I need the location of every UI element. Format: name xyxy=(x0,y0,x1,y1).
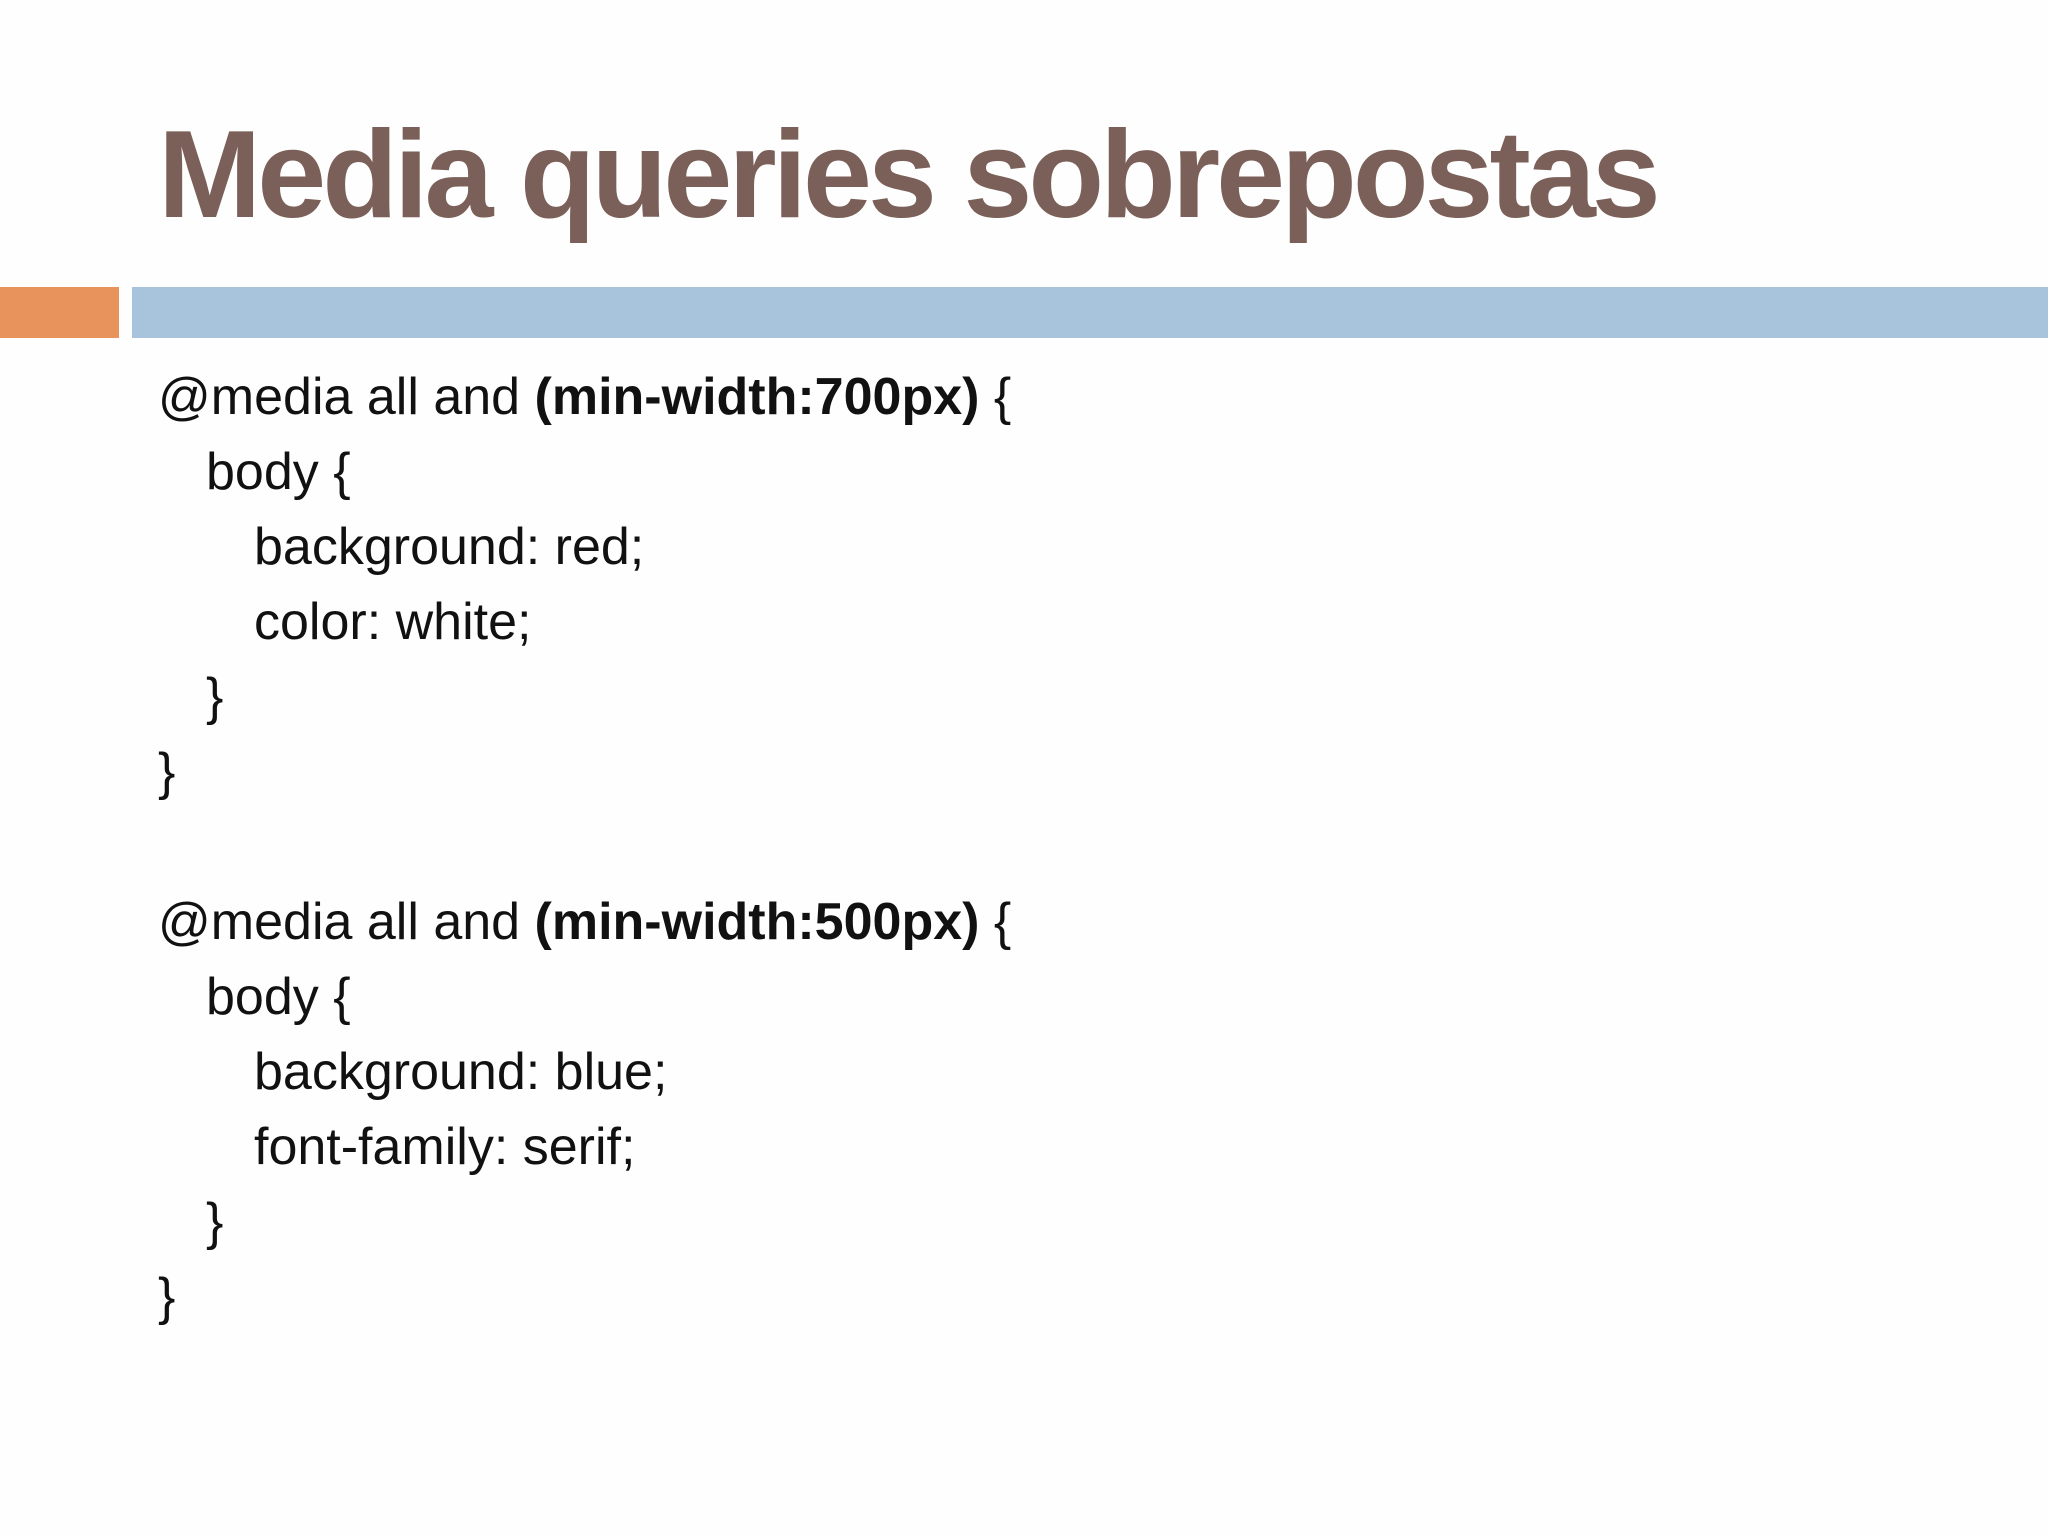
code-listing xyxy=(158,360,1858,1335)
declaration-line: background: red; xyxy=(254,518,645,576)
media-condition: (min-width:700px) xyxy=(534,368,980,426)
declaration-line: font-family: serif; xyxy=(254,1118,636,1176)
title-divider-bar xyxy=(132,287,2048,338)
selector-line: body { xyxy=(206,968,351,1026)
media-query-block-500 xyxy=(158,885,1858,1335)
slide-title: Media queries sobrepostas xyxy=(158,106,1657,244)
selector-close-line: } xyxy=(206,668,224,726)
media-query-block-700 xyxy=(158,360,1858,810)
media-open-brace: { xyxy=(979,368,1012,426)
media-prefix: @media all and xyxy=(158,893,535,951)
media-close-line: } xyxy=(158,743,176,801)
declaration-line: background: blue; xyxy=(254,1043,668,1101)
media-rule-line xyxy=(158,360,1858,435)
title-accent-bar xyxy=(0,287,119,338)
declaration-line: color: white; xyxy=(254,593,532,651)
media-rule-line xyxy=(158,885,1858,960)
media-open-brace: { xyxy=(979,893,1012,951)
selector-close-line: } xyxy=(206,1193,224,1251)
media-condition: (min-width:500px) xyxy=(534,893,980,951)
media-close-line: } xyxy=(158,1268,176,1326)
selector-line: body { xyxy=(206,443,351,501)
media-prefix: @media all and xyxy=(158,368,535,426)
